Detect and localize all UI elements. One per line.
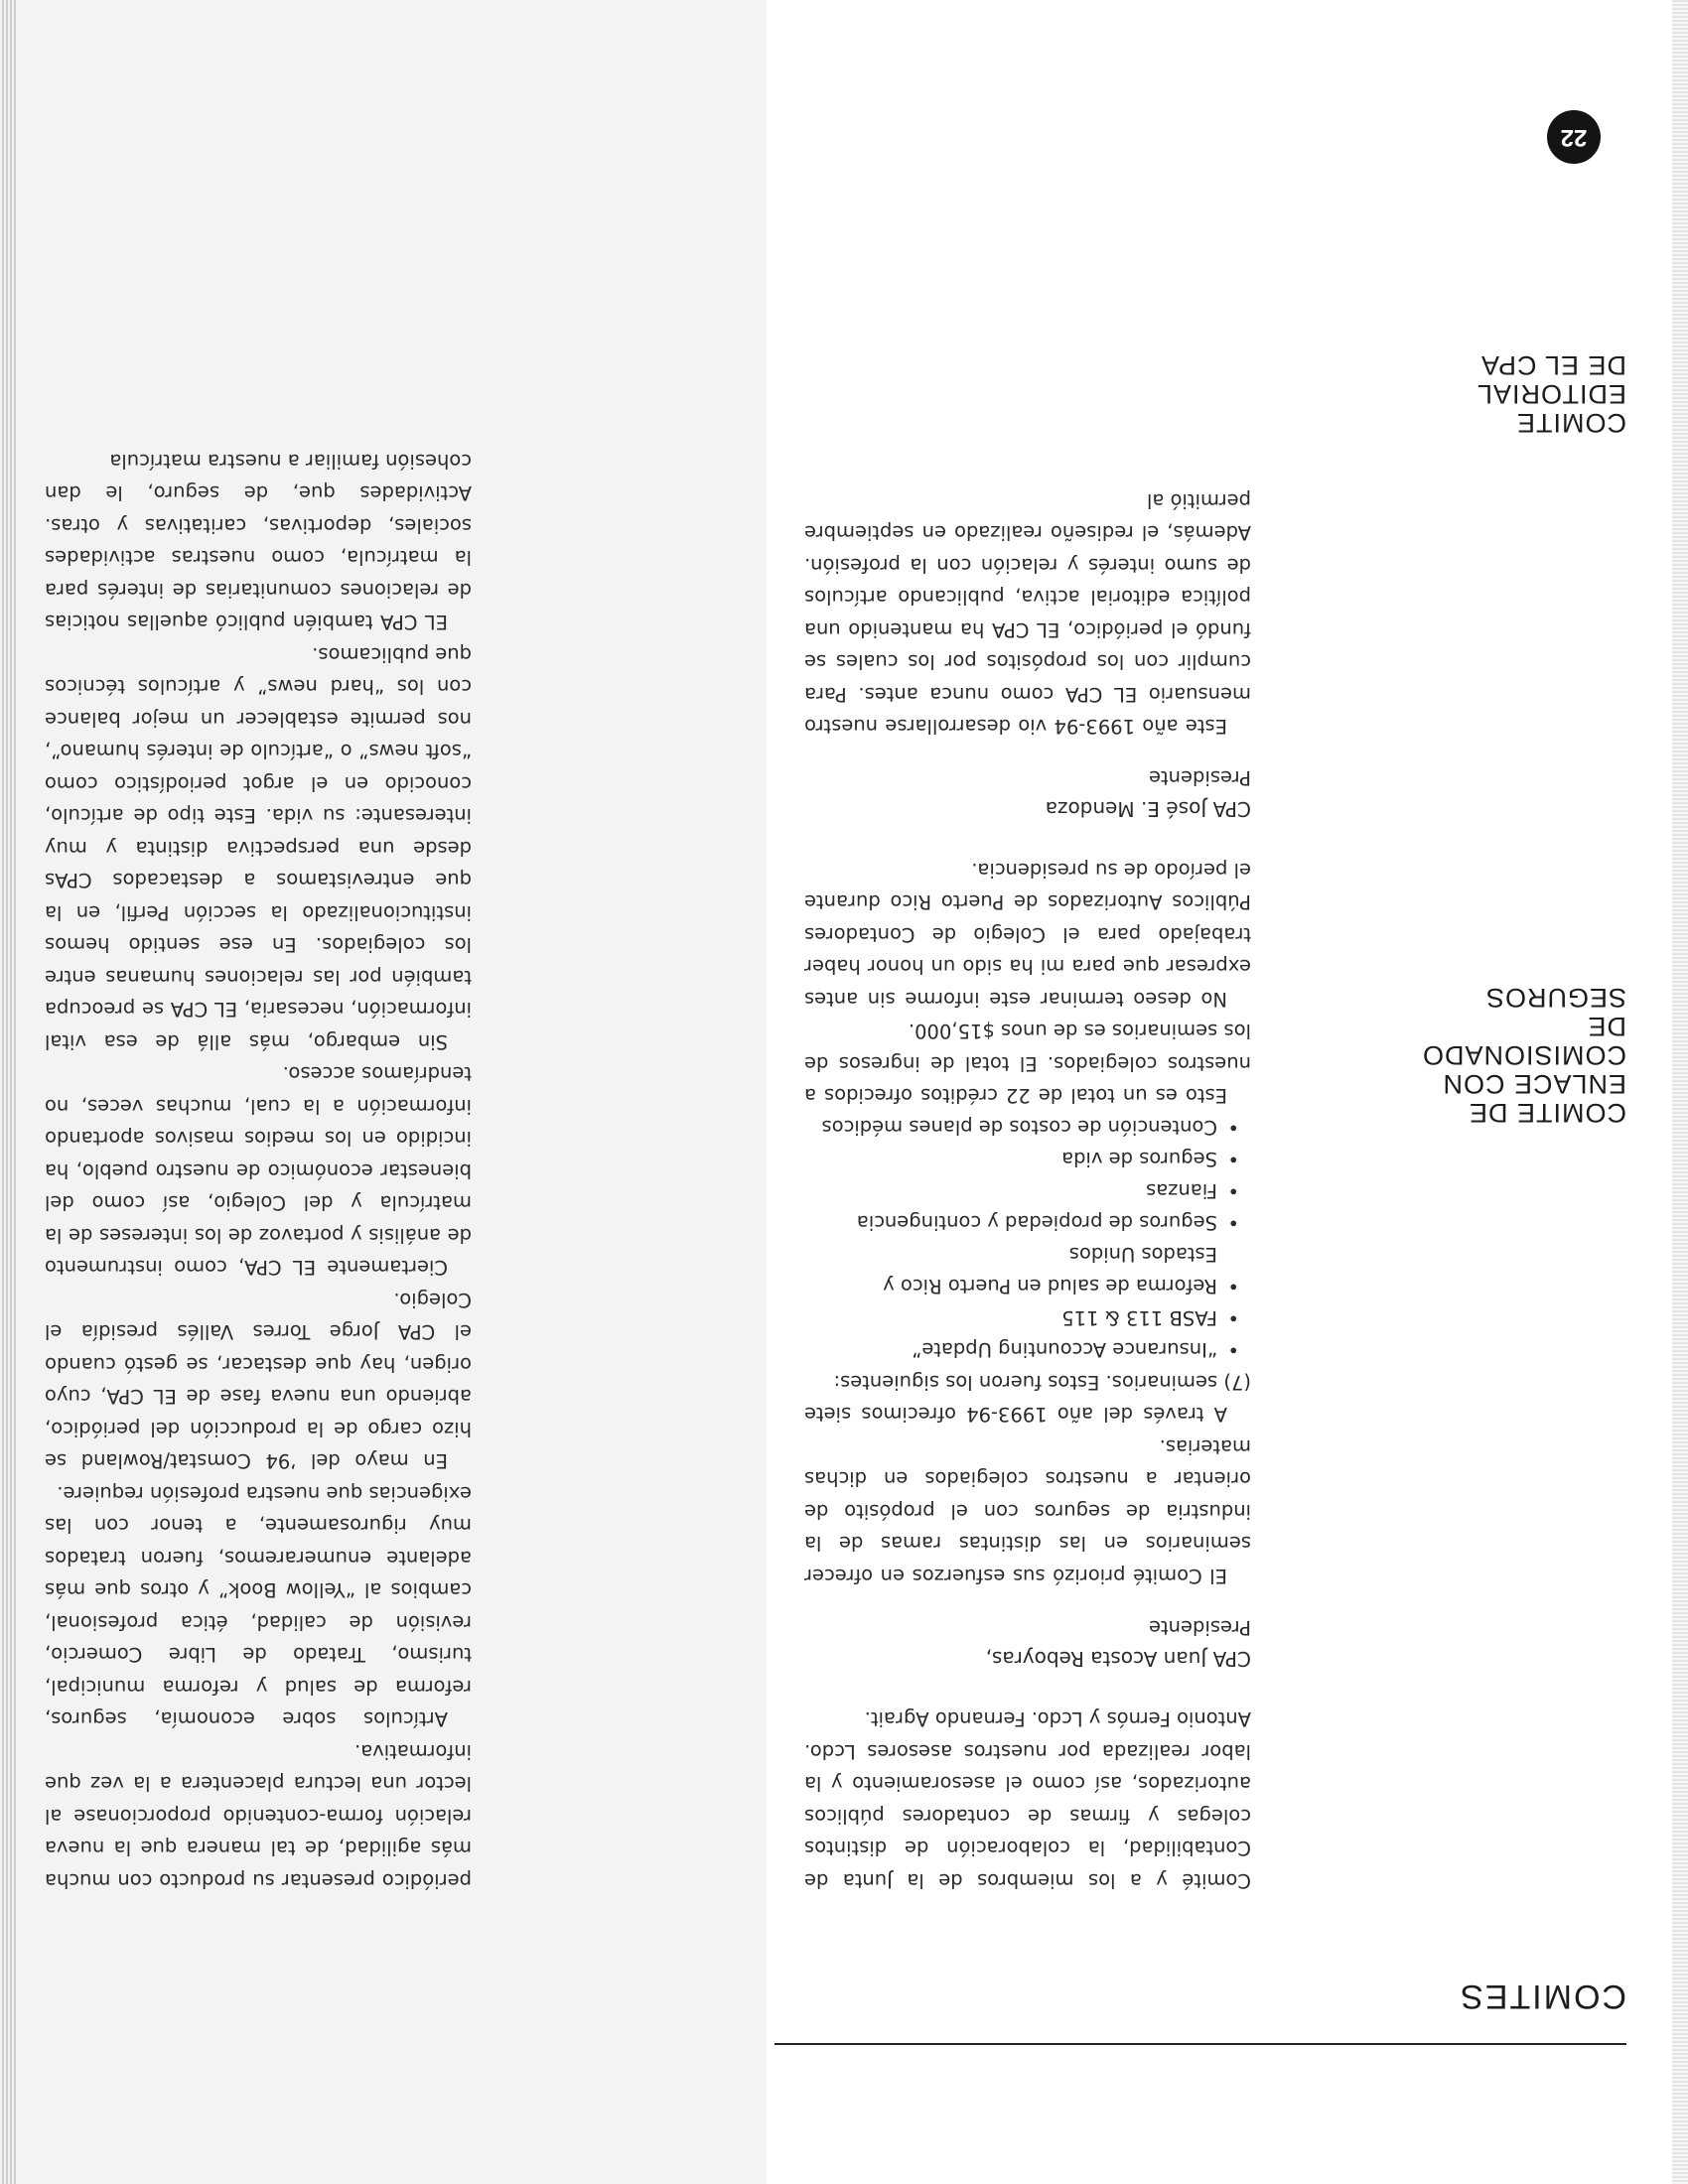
paragraph: En mayo del ’94 Comstat/Rowland se hizo cargo de la producción del periódico, abriendo una nueva fase de EL CPA, cuyo origen, hay que destacar, se gestó cuando el CPA Jorge Torres Vallés presidía el Colegio.	[45, 1289, 472, 1473]
paragraph: El Comité priorizó sus esfuerzos en ofrecer seminarios en las distintas ramas de la industria de seguros con el propósito de orientar a nuestros colegiados en dichas materias.	[804, 1435, 1251, 1587]
paragraph: No deseo terminar este informe sin antes expresar que para mi ha sido un honor haber trabajado para el Colegio de Contadores Públicos Autorizados de Puerto Rico durante el período de su presidencia.	[804, 859, 1251, 1011]
list-item: • Reforma de salud en Puerto Rico y Estados Unidos	[804, 1239, 1239, 1302]
signature-block	[804, 762, 1251, 826]
paragraph: A través del año 1993-94 ofrecimos siete (7) seminarios. Estos fueron los siguientes:	[804, 1371, 1251, 1427]
paragraph: Esto es un total de 22 créditos ofrecidos a nuestros colegiados. El total de ingresos de los seminarios es de unos $15,000.	[804, 1020, 1251, 1108]
page-number-badge: 22	[1547, 110, 1601, 164]
paragraph: Sin embargo, más allá de esa vital información, necesaria, EL CPA se preocupa también por las relaciones humanas entre los colegiados. En ese sentido hemos institucionalizado la sección Perfil, en la que entrevistamos a destacados CPAs desde una perspectiva distinta y muy interesante: su vida. Este tipo de artículo, conocido en el argot periodístico como “soft news” o “artículo de interés humano”, nos permite establecer un mejor balance con los “hard news” y artículos técnicos que publicamos.	[45, 643, 472, 1053]
page-edge	[1672, 0, 1688, 2184]
list-item: • Seguros de propiedad y contingencia	[804, 1207, 1239, 1239]
paragraph: Comité y a los miembros de la Junta de Contabilidad, la colaboración de distintos colegas y firmas de contadores públicos autorizados, así como el asesoramiento y la labor realizada por nuestros asesores Lcdo. Antonio Fernós y Lcdo. Fernando Agrait.	[804, 1707, 1251, 1892]
signature-title: Presidente	[1149, 1616, 1251, 1639]
paragraph: periódico presentar su producto con mucha más agilidad, de tal manera que la nueva relación forma-contenido proporcionase al lector una lectura placentera a la vez que informativa.	[45, 1740, 472, 1892]
list-item: • “Insurance Accounting Update”	[804, 1334, 1239, 1366]
text-column-2	[45, 445, 472, 1897]
text-column-1	[804, 484, 1251, 1897]
seminar-list	[804, 1112, 1251, 1366]
heading-comite-enlace: COMITE DE ENLACE CON COMISIONADO DE SEGUROS	[1421, 983, 1626, 1128]
list-item: • Contención de costos de planes médicos	[804, 1112, 1239, 1144]
signature-block	[804, 1611, 1251, 1675]
page-gutter	[0, 0, 16, 2184]
list-item: • Seguros de vida	[804, 1144, 1239, 1175]
paragraph: Este año 1993-94 vio desarrollarse nuestro mensuario EL CPA como nunca antes. Para cumplir con los propósitos por los cuales se fundó el periódico, EL CPA ha mantenido una política editorial activa, publicando artículos de sumo interés y relación con la profesión. Además, el rediseño realizado en septiembre permitió al	[804, 489, 1251, 739]
heading-comite-editorial: COMITE EDITORIAL DE EL CPA	[1476, 350, 1626, 438]
paragraph: Ciertamente EL CPA, como instrumento de análisis y portavoz de los intereses de la matrícula y del Colegio, así como del bienestar económico de nuestro pueblo, ha incidido en los medios masivos aportando información a la cual, muchas veces, no tendríamos acceso.	[45, 1062, 472, 1280]
signature-name: CPA Juan Acosta Reboyras,	[985, 1647, 1251, 1671]
list-item: • FASB 113 & 115	[804, 1302, 1239, 1334]
paragraph: Artículos sobre economía, seguros, reforma de salud y reforma municipal, turismo, Tratado de Libre Comercio, revisión de calidad, ética profesional, cambios al “Yellow Book” y otros que más adelante enumeraremos, fueron tratados muy rigurosamente, a tenor con las exigencias que nuestra profesión requiere.	[45, 1482, 472, 1731]
list-item: • Fianzas	[804, 1175, 1239, 1207]
header-rule	[774, 2043, 1626, 2045]
signature-name: CPA José E. Mendoza	[1045, 797, 1251, 822]
paragraph: EL CPA también publicó aquellas noticias de relaciones comunitarias de interés para la matrícula, como nuestras actividades sociales, deportivas, caritativas y otras. Actividades que, de seguro, le dan cohesión familiar a nuestra matrícula	[45, 450, 472, 634]
section-title: COMITES	[1459, 1978, 1626, 2015]
signature-title: Presidente	[1149, 766, 1251, 790]
